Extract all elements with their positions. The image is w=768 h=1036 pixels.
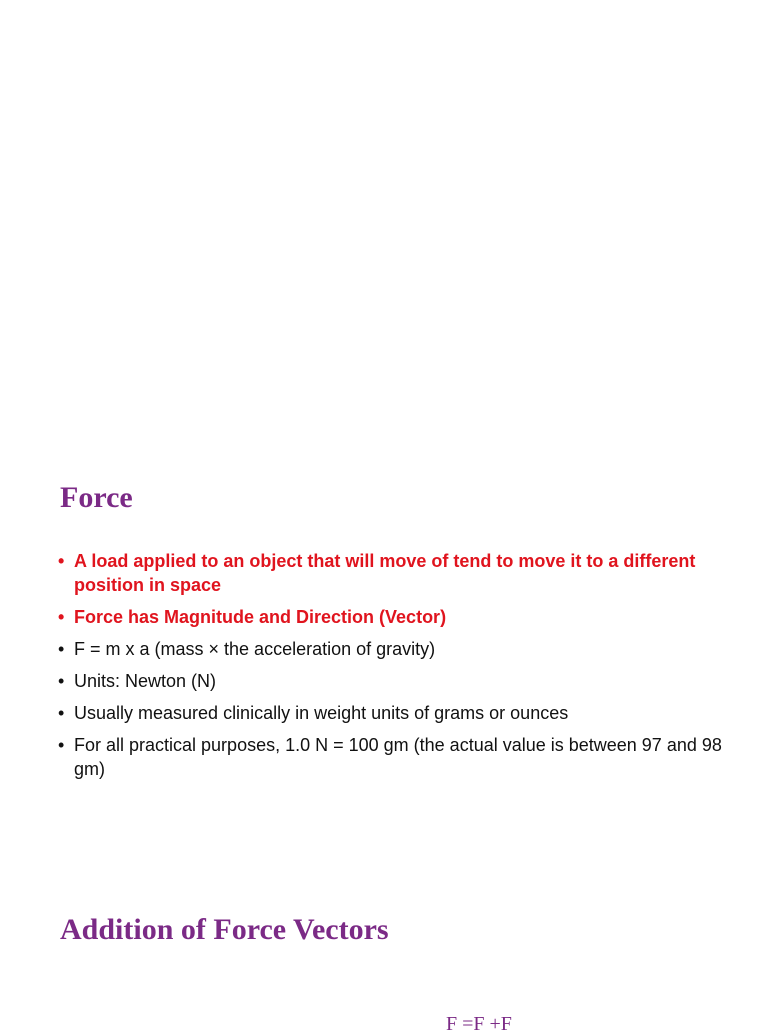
bullet-marker: • — [58, 607, 65, 627]
bullet-text: Force has Magnitude and Direction (Vector) — [74, 607, 447, 627]
bullet-item — [58, 549, 730, 597]
bullet-item — [58, 605, 730, 629]
bullet-item — [58, 733, 730, 781]
bullet-marker: • — [58, 671, 65, 691]
bullet-text: A load applied to an object that will move of tend to move it to a different position in space — [74, 551, 696, 595]
bullet-item — [58, 669, 730, 693]
bullet-item — [58, 637, 730, 661]
bullet-text: Units: Newton (N) — [74, 671, 217, 691]
force-bullet-list — [58, 549, 730, 789]
bullet-marker: • — [58, 735, 65, 755]
bullet-text: F = m x a (mass × the acceleration of gravity) — [74, 639, 436, 659]
bullet-text: Usually measured clinically in weight units of grams or ounces — [74, 703, 569, 723]
bullet-marker: • — [58, 703, 65, 723]
vectors-heading: Addition of Force Vectors — [60, 913, 389, 946]
bullet-marker: • — [58, 639, 65, 659]
formula-fragment: F =F +F — [446, 1013, 512, 1035]
bullet-text: For all practical purposes, 1.0 N = 100 gm (the actual value is between 97 and 98 gm) — [74, 735, 722, 779]
bullet-marker: • — [58, 551, 65, 571]
bullet-item — [58, 701, 730, 725]
force-heading: Force — [60, 481, 133, 514]
